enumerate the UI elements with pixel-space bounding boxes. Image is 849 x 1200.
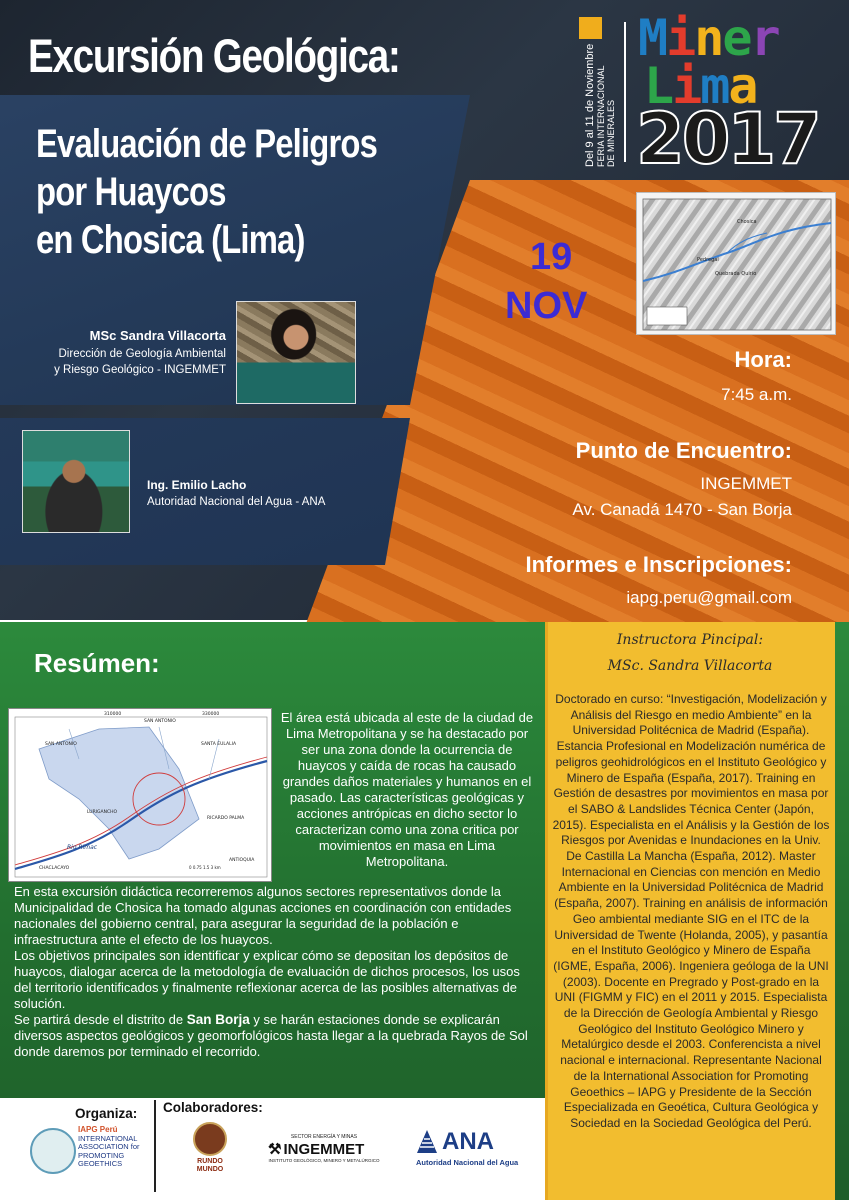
summary-body [14, 884, 538, 1060]
logo-word-miner: Miner [638, 9, 779, 67]
rundo-line: MUNDO [196, 1166, 224, 1173]
map-place-label: SAN ANTONIO [45, 742, 77, 747]
summary-text: y se harán estaciones donde se explicarán diversos aspectos geológicos y geomorfológicos hasta llegar a la quebrada Rayos de Sol donde daremos por terminado el recorrido. [14, 1012, 528, 1059]
summary-intro: El área está ubicada al este de la ciudad de Lima Metropolitana y se ha destacado por ser una zona donde la ocurrencia de huaycos y caída de rocas ha causado grandes daños materiales y humanos en el pasado. Las características geológicas y acciones antrópicas en dicho sector lo caracterizan como una zona critica por movimientos en masa en Lima Metropolitana. [280, 710, 534, 869]
summary-paragraph: En esta excursión didáctica recorreremos algunos sectores representativos donde la Municipalidad de Chosica ha tomado algunas acciones en coordinación con entidades nacionales del gobierno central, para asegurar la seguridad de la población e infraestructura ante el efecto de los huaycos. [14, 884, 512, 947]
ana-fullname: Autoridad Nacional del Agua [416, 1158, 519, 1167]
event-month: NOV [505, 285, 588, 327]
subtitle-line: en Chosica (Lima) [36, 218, 305, 262]
summary-heading: Resúmen: [34, 648, 160, 678]
iapg-logo-text [78, 1126, 150, 1169]
rundo-emblem-icon [193, 1122, 227, 1156]
svg-text:Quebrada Quirio: Quebrada Quirio [715, 271, 757, 277]
globe-icon [30, 1128, 76, 1174]
location-map-small [636, 192, 836, 335]
speaker-2-name: Ing. Emilio Lacho [147, 478, 247, 492]
poster-title: Excursión Geológica: [28, 29, 400, 82]
speaker-1-name: MSc Sandra Villacorta [89, 328, 226, 343]
iapg-line: INTERNATIONAL [78, 1133, 138, 1143]
event-name-line1: FERIA INTERNACIONAL [596, 65, 606, 167]
iapg-line: ASSOCIATION for [78, 1142, 140, 1151]
instructor-bio: Doctorado en curso: “Investigación, Modelización y Análisis del Riesgo en medio Ambiente” en la Universidad Politécnica de Madrid (España). Estancia Profesional en Modelización numérica de peligros geohidrológicos en el Instituto Geológico y Minero de España (España, 2017). Training en Gestión de desastres por movimientos en masa por el SABO & Landslides Técnica Center (Japón, 2015). Especialista en el Análisis y la Gestión de los Riesgos por Avenidas e Inundaciones en la Univ. De Castilla La Mancha (España, 2012). Master Internacional en Ciencias con mención en Medio Ambiente en la Universidad Politécnica de Madrid (España, 2007). Training en análisis de información Geo ambiental mediante SIG en el ITC de la Universidad de Twente (Holanda, 2005), y pasantía en el Instituto Geológico y Minero de España (IGME, España, 2006). Ingeniera geóloga de la UNI (2003). Docente en Pregrado y Post-grado en la UNI (FIGMM y FIC) en el 2011 y 2015. Especialista de la Dirección de Geología Ambiental y Riesgo Geológico del Instituto Geológico Minero y Metalúrgico desde el 2003. Conferencista a nivel nacional e internacional. Representante Nacional de la International Association for Promoting Geoethics – IAPG y Presidente de la Sección Especializada en Geoética, Cultura Geológica y Sociedad en la Sociedad Geológica del Perú. [552, 692, 830, 1130]
subtitle-line: por Huaycos [36, 170, 226, 214]
summary-text: Se partirá desde el distrito de [14, 1012, 187, 1027]
ingemmet-name: INGEMMET [283, 1140, 365, 1158]
logo-year: 2017 [636, 98, 819, 180]
minerlima-logo [574, 9, 840, 180]
registration-label: Informes e Inscripciones: [525, 552, 792, 577]
map-coord-label: 330000 [202, 712, 220, 717]
start-location: San Borja [186, 1012, 250, 1027]
affiliation-line: y Riesgo Geológico - INGEMMET [54, 364, 226, 376]
event-dates: Del 9 al 11 de Noviembre [584, 43, 596, 167]
meeting-point-label: Punto de Encuentro: [575, 438, 792, 463]
affiliation-line: Dirección de Geología Ambiental [58, 348, 226, 360]
collaborators-label: Colaboradores: [163, 1100, 263, 1115]
instructor-name: MSc. Sandra Villacorta [607, 658, 773, 674]
map-scale-label: 0 0.75 1.5 3 km [189, 865, 221, 870]
area-map [8, 708, 272, 882]
map-place-label: ANTIOQUIA [229, 858, 255, 863]
event-day: 19 [530, 236, 573, 278]
rundo-logo-text [188, 1158, 232, 1174]
subtitle-line: Evaluación de Peligros [36, 122, 378, 166]
organizer-label: Organiza: [75, 1106, 138, 1121]
logo-accent-square [579, 17, 602, 39]
footer-divider [154, 1100, 156, 1192]
logo-event-dates [584, 44, 616, 167]
svg-text:Chosica: Chosica [737, 219, 757, 225]
ana-logo [416, 1128, 528, 1167]
rundo-line: RUNDO [197, 1158, 223, 1165]
hora-label: Hora: [734, 347, 792, 372]
pickaxe-icon: ⚒ [268, 1141, 282, 1158]
map-river-label: Rio Rimac [67, 844, 98, 851]
map-place-label: SAN ANTONIO [144, 719, 176, 724]
hora-value: 7:45 a.m. [721, 385, 792, 404]
ingemmet-fullname: INSTITUTO GEOLÓGICO, MINERO Y METALÚRGICO [268, 1158, 380, 1163]
speaker-1-photo [236, 301, 356, 404]
svg-text:Pedregal: Pedregal [697, 257, 719, 263]
poster-subtitle [36, 120, 377, 264]
rundo-mundo-logo [188, 1122, 232, 1176]
registration-email[interactable]: iapg.peru@gmail.com [626, 588, 792, 607]
map-coord-label: 310000 [104, 712, 122, 717]
speaker-2-photo [22, 430, 130, 533]
logo-word-lima: Lima [644, 57, 757, 115]
iapg-name: IAPG Perú [78, 1125, 118, 1134]
iapg-line: PROMOTING [78, 1150, 125, 1160]
water-drop-icon [416, 1129, 438, 1155]
iapg-line: GEOETHICS [78, 1159, 123, 1168]
ingemmet-name-row [268, 1140, 380, 1158]
instructor-heading: Instructora Pincipal: [616, 632, 764, 648]
map-place-label: SANTA EULALIA [201, 742, 237, 747]
speaker-2-affiliation: Autoridad Nacional del Agua - ANA [147, 496, 326, 508]
meeting-point-address: Av. Canadá 1470 - San Borja [572, 500, 792, 519]
summary-paragraph: Los objetivos principales son identificar y explicar cómo se depositan los depósitos de huaycos, dialogar acerca de la metodología de evaluación de dichos procesos, los usos del territorio identificados y finalmente reflexionar acerca de las posibles alternativas de solución. [14, 948, 520, 1011]
event-name-line2: DE MINERALES [606, 99, 616, 167]
map-place-label: CHACLACAYO [39, 866, 70, 871]
iapg-logo [30, 1124, 148, 1190]
relief-map-graphic [637, 193, 837, 336]
ana-name: ANA [442, 1128, 494, 1155]
map-place-label: RICARDO PALMA [207, 816, 245, 821]
logo-divider [624, 22, 626, 162]
area-map-graphic [9, 709, 273, 883]
ana-name-row [416, 1128, 528, 1156]
ingemmet-logo [268, 1134, 380, 1163]
summary-paragraph [14, 1012, 538, 1060]
ingemmet-sector: SECTOR ENERGÍA Y MINAS [290, 1134, 358, 1140]
speaker-1-affiliation [6, 346, 226, 378]
map-place-label: LURIGANCHO [87, 810, 118, 815]
meeting-point-institution: INGEMMET [700, 474, 792, 493]
